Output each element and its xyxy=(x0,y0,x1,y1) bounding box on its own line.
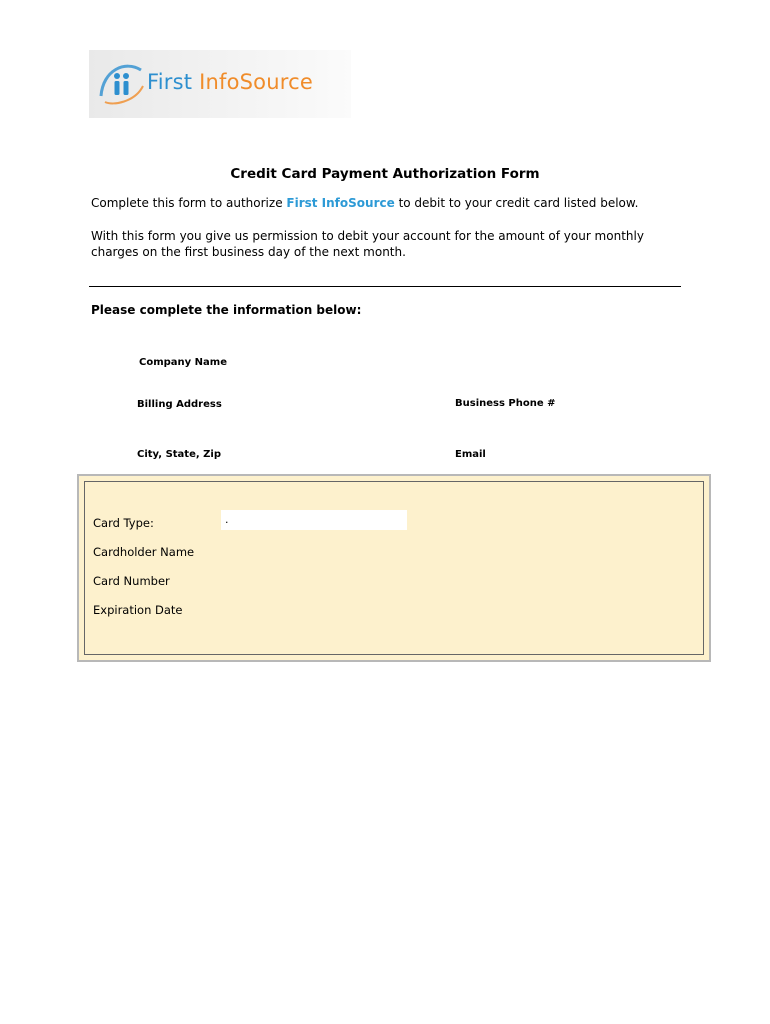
intro-before: Complete this form to authorize xyxy=(91,196,287,210)
intro-text xyxy=(91,196,638,210)
logo-wordmark xyxy=(147,70,313,94)
cardholder-name-label: Cardholder Name xyxy=(93,545,195,559)
form-title: Credit Card Payment Authorization Form xyxy=(230,166,540,182)
billing-address-label: Billing Address xyxy=(137,399,222,410)
city-state-zip-label: City, State, Zip xyxy=(137,449,221,460)
business-phone-label: Business Phone # xyxy=(455,398,556,409)
expiration-date-label: Expiration Date xyxy=(93,603,183,617)
card-type-field[interactable]: . xyxy=(221,510,407,530)
logo-word-first: First xyxy=(147,70,193,94)
card-info-box xyxy=(77,474,711,662)
logo-word-infosource: InfoSource xyxy=(199,70,313,94)
company-logo xyxy=(89,50,351,118)
section-heading: Please complete the information below: xyxy=(91,303,362,317)
card-info-inner xyxy=(84,481,704,655)
card-type-label: Card Type: xyxy=(93,516,154,530)
swoosh-ii-icon xyxy=(95,56,149,110)
intro-after: to debit to your credit card listed below. xyxy=(394,196,639,210)
divider xyxy=(89,286,681,287)
intro-brand: First InfoSource xyxy=(286,196,395,210)
permission-paragraph: With this form you give us permission to debit your account for the amount of your monthly charges on the first business day of the next month. xyxy=(91,229,644,259)
card-number-label: Card Number xyxy=(93,574,170,588)
email-label: Email xyxy=(455,449,486,460)
company-name-label: Company Name xyxy=(139,357,227,368)
